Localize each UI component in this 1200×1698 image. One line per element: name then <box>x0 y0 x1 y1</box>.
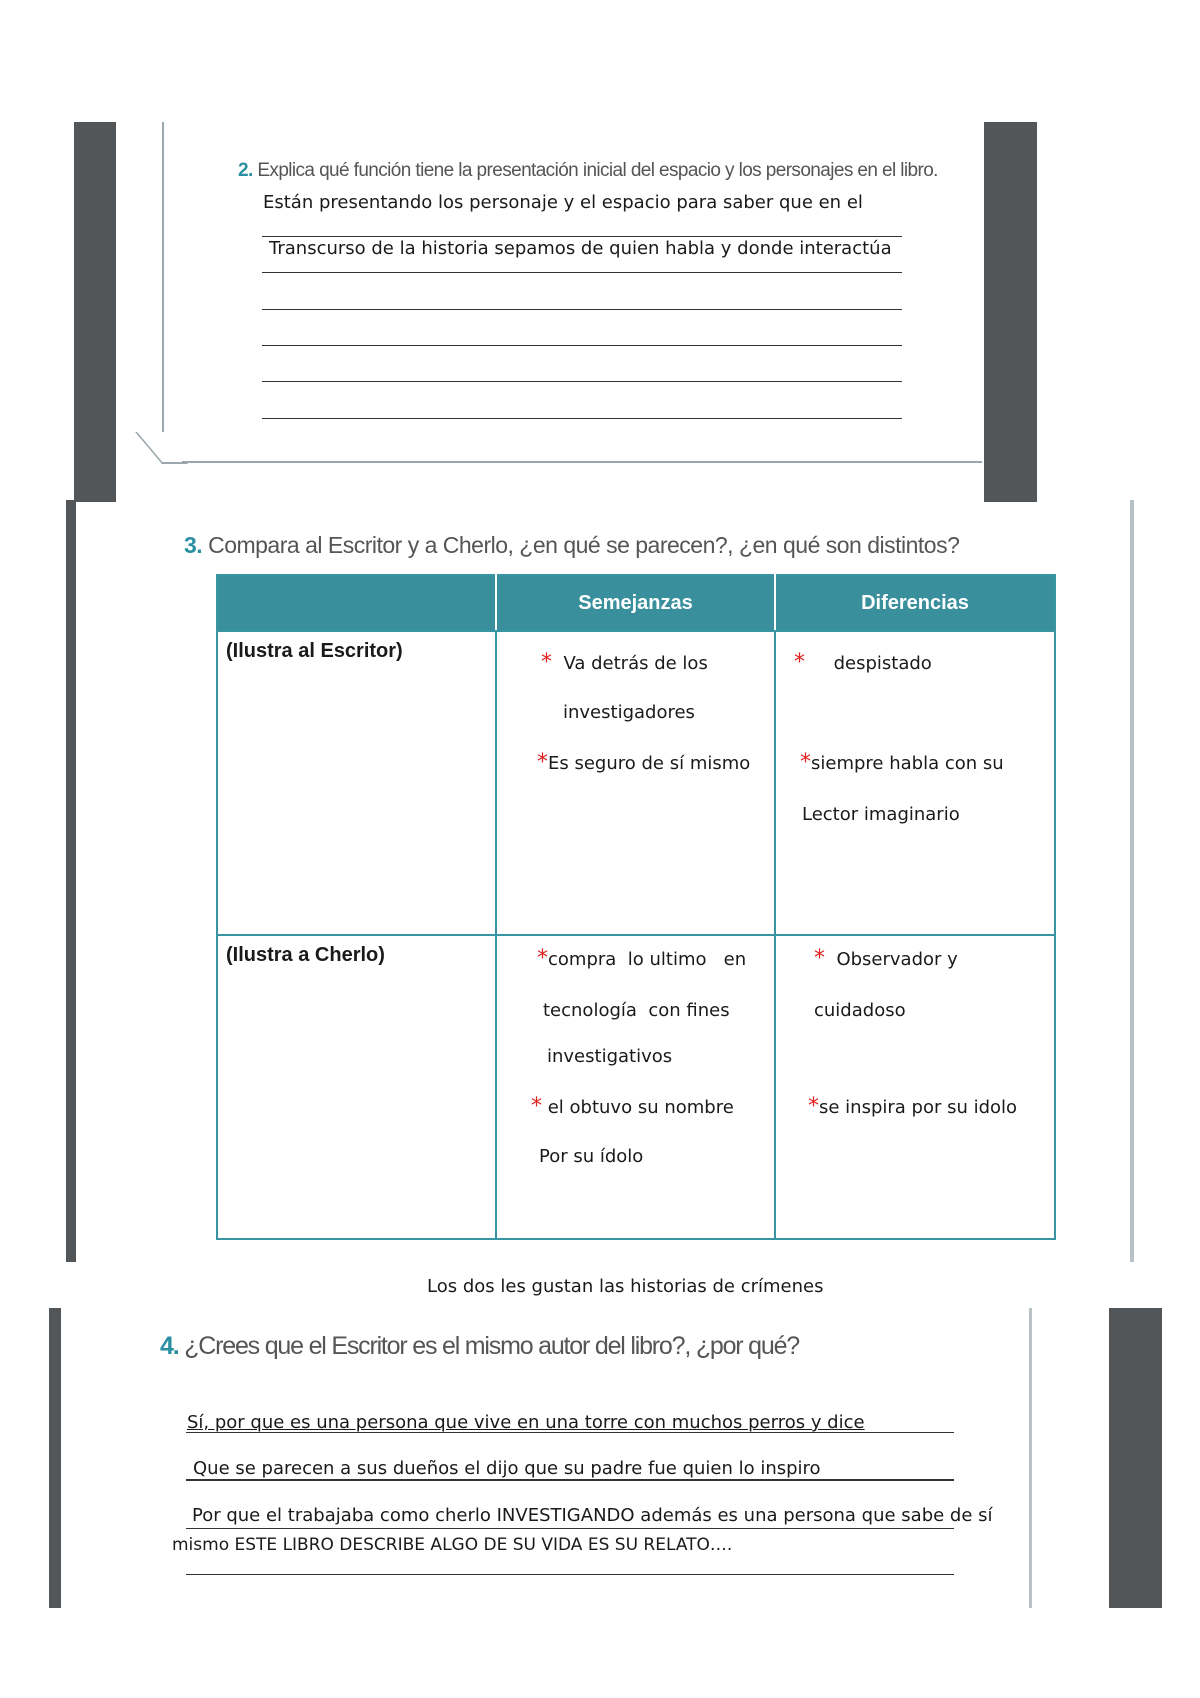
q4-answer-line2: Que se parecen a sus dueños el dijo que su padre fue quien lo inspiro <box>193 1458 821 1479</box>
escritor-sem-1: Va detrás de los <box>563 653 708 674</box>
cell-escritor-semejanzas <box>496 631 775 935</box>
right-margin-line-mid <box>1130 500 1134 1262</box>
q3-note: Los dos les gustan las historias de crímenes <box>427 1276 824 1297</box>
question-3-text: Compara al Escritor y a Cherlo, ¿en qué se parecen?, ¿en qué son distintos? <box>208 532 960 558</box>
cherlo-sem-3: investigativos <box>547 1046 673 1067</box>
q2-rule-6 <box>262 418 902 419</box>
question-2-text: Explica qué función tiene la presentación inicial del espacio y los personajes en el libro. <box>257 160 938 181</box>
question-4-text: ¿Crees que el Escritor es el mismo autor del libro?, ¿por qué? <box>184 1332 799 1360</box>
row-label-cherlo <box>217 935 496 1239</box>
q2-answer-line1: Están presentando los personaje y el espacio para saber que en el <box>263 192 863 213</box>
cell-cherlo-semejanzas <box>496 935 775 1239</box>
question-4 <box>160 1332 799 1361</box>
section2-frame-left <box>162 122 164 432</box>
q4-answer-line3: Por que el trabajaba como cherlo INVESTIGANDO además es una persona que sabe de sí <box>192 1505 993 1526</box>
cherlo-sem-4: el obtuvo su nombre <box>547 1097 734 1118</box>
asterisk-icon: * <box>537 946 548 971</box>
q2-rule-4 <box>262 345 902 346</box>
table-header-diferencias: Diferencias <box>775 575 1055 631</box>
cell-escritor-diferencias <box>775 631 1055 935</box>
right-margin-bar-top <box>984 122 1037 502</box>
asterisk-icon: * <box>531 1094 542 1119</box>
row-label-escritor <box>217 631 496 935</box>
escritor-dif-3: Lector imaginario <box>802 804 960 825</box>
cherlo-dif-3: se inspira por su idolo <box>819 1097 1018 1118</box>
left-margin-bar-top <box>74 122 116 502</box>
cherlo-sem-1: compra lo ultimo en <box>548 949 747 970</box>
question-2 <box>238 160 938 182</box>
cell-cherlo-diferencias <box>775 935 1055 1239</box>
escritor-dif-1: despistado <box>833 653 932 674</box>
asterisk-icon: * <box>794 650 805 675</box>
q2-rule-3 <box>262 309 902 310</box>
left-margin-line-mid <box>66 500 76 1262</box>
question-2-number: 2. <box>238 160 253 181</box>
table-row <box>217 935 1055 1239</box>
question-3-number: 3. <box>184 532 203 558</box>
left-margin-bar-bottom <box>49 1308 61 1608</box>
q2-rule-2 <box>262 272 902 273</box>
q4-rule-3 <box>186 1528 954 1529</box>
escritor-dif-2: siempre habla con su <box>811 753 1004 774</box>
section2-frame-corner <box>135 432 188 464</box>
cherlo-sem-2: tecnología con fines <box>543 1000 730 1021</box>
q4-rule-2 <box>186 1479 954 1481</box>
asterisk-icon: * <box>541 650 552 675</box>
row-label-cherlo-text: (Ilustra a Cherlo) <box>226 944 385 966</box>
q2-rule-1 <box>262 236 902 237</box>
q2-answer-line2: Transcurso de la historia sepamos de quien habla y donde interactúa <box>269 238 892 259</box>
q2-rule-5 <box>262 381 902 382</box>
escritor-sem-2: investigadores <box>563 702 695 723</box>
cherlo-sem-5: Por su ídolo <box>539 1146 644 1167</box>
row-label-escritor-text: (Ilustra al Escritor) <box>226 640 403 662</box>
section2-frame-bottom <box>182 461 982 463</box>
table-header-row <box>217 575 1055 631</box>
table-row <box>217 631 1055 935</box>
escritor-sem-3: Es seguro de sí mismo <box>548 753 751 774</box>
q4-answer-line1: Sí, por que es una persona que vive en una torre con muchos perros y dice <box>187 1412 865 1433</box>
right-frame-line-bottom <box>1029 1308 1032 1608</box>
asterisk-icon: * <box>537 750 548 775</box>
cherlo-dif-1: Observador y <box>836 949 958 970</box>
right-margin-bar-bottom <box>1109 1308 1162 1608</box>
cherlo-dif-2: cuidadoso <box>814 1000 906 1021</box>
asterisk-icon: * <box>808 1094 819 1119</box>
table-header-empty <box>217 575 496 631</box>
question-4-number: 4. <box>160 1332 179 1360</box>
table-header-semejanzas: Semejanzas <box>496 575 775 631</box>
question-3 <box>184 532 959 559</box>
q4-answer-line4: mismo ESTE LIBRO DESCRIBE ALGO DE SU VIDA ES SU RELATO…. <box>172 1535 733 1555</box>
asterisk-icon: * <box>814 946 825 971</box>
asterisk-icon: * <box>800 750 811 775</box>
q4-rule-1 <box>186 1432 954 1433</box>
q4-rule-4 <box>186 1574 954 1575</box>
comparison-table <box>216 574 1056 1240</box>
